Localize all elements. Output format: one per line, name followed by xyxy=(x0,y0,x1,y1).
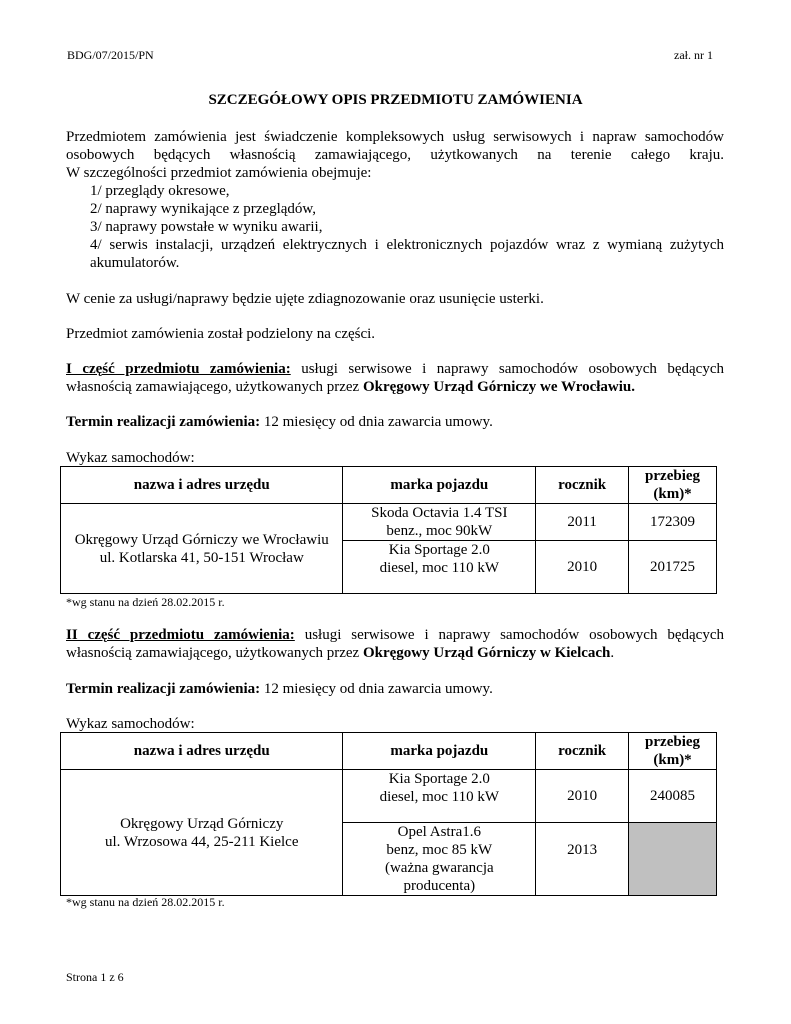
table-row xyxy=(61,770,717,823)
page-number: Strona 1 z 6 xyxy=(66,970,124,984)
brand-line: Kia Sportage 2.0 xyxy=(388,542,490,558)
part2-text-b: własnością zamawiającego, użytkowanych przez xyxy=(66,645,363,661)
office-name: Okręgowy Urząd Górniczy we Wrocławiu xyxy=(74,531,329,548)
year-cell: 2011 xyxy=(536,504,629,541)
scope-item: 3/ naprawy powstałe w wyniku awarii, xyxy=(90,219,323,235)
col-mileage xyxy=(629,467,717,504)
brand-line: Skoda Octavia 1.4 TSI xyxy=(371,505,508,521)
part2-list-label: Wykaz samochodów: xyxy=(66,716,195,732)
scope-item-continuation: akumulatorów. xyxy=(90,255,180,271)
part2-office: Okręgowy Urząd Górniczy w Kielcach xyxy=(362,645,611,661)
table-header-row xyxy=(61,733,717,770)
brand-line: producenta) xyxy=(403,878,476,894)
part2-term-label: Termin realizacji zamówienia: xyxy=(66,681,261,697)
col-mileage-l1: przebieg xyxy=(645,734,701,750)
scope-item: 4/ serwis instalacji, urządzeń elektrycznych i elektronicznych pojazdów wraz z wymianą zużytych xyxy=(90,237,724,253)
mileage-cell-shaded xyxy=(629,823,717,896)
part2-heading: II część przedmiotu zamówienia: xyxy=(66,627,295,643)
brand-line: diesel, moc 110 kW xyxy=(379,789,500,805)
part2-footnote: *wg stanu na dzień 28.02.2015 r. xyxy=(66,895,225,909)
part2-text-a: usługi serwisowe i naprawy samochodów osobowych będących xyxy=(294,627,724,643)
col-brand: marka pojazdu xyxy=(343,733,536,770)
brand-cell xyxy=(343,541,536,594)
table-header-row xyxy=(61,467,717,504)
year-cell: 2010 xyxy=(536,541,629,594)
attachment-number: zał. nr 1 xyxy=(674,48,713,62)
office-name: Okręgowy Urząd Górniczy xyxy=(120,815,284,832)
office-cell xyxy=(61,504,343,594)
part2-paragraph-line-2 xyxy=(66,644,724,662)
brand-line: Kia Sportage 2.0 xyxy=(388,771,490,787)
part2-vehicle-table xyxy=(60,732,717,896)
brand-line: benz., moc 90kW xyxy=(386,523,493,539)
part1-paragraph-line-1 xyxy=(66,360,724,378)
brand-cell xyxy=(343,770,536,823)
brand-line: (ważna gwarancja xyxy=(384,860,494,876)
price-note: W cenie za usługi/naprawy będzie ujęte zdiagnozowanie oraz usunięcie usterki. xyxy=(66,291,544,307)
brand-cell xyxy=(343,504,536,541)
col-office: nazwa i adres urzędu xyxy=(61,733,343,770)
intro-line-3: W szczególności przedmiot zamówienia obejmuje: xyxy=(66,165,372,181)
document-reference: BDG/07/2015/PN xyxy=(67,48,154,62)
mileage-cell: 201725 xyxy=(629,541,717,594)
part2-term-value: 12 miesięcy od dnia zawarcia umowy. xyxy=(260,681,493,697)
brand-line: Opel Astra1.6 xyxy=(397,824,481,840)
part1-paragraph-line-2 xyxy=(66,378,724,396)
part2-term xyxy=(66,680,724,698)
part2-paragraph-line-1 xyxy=(66,626,724,644)
office-address: ul. Wrzosowa 44, 25-211 Kielce xyxy=(104,833,299,850)
part1-footnote: *wg stanu na dzień 28.02.2015 r. xyxy=(66,595,225,609)
intro-line-1: Przedmiotem zamówienia jest świadczenie kompleksowych usług serwisowych i napraw samochodów xyxy=(66,129,724,145)
part1-term xyxy=(66,413,724,431)
mileage-cell: 172309 xyxy=(629,504,717,541)
document-title: SZCZEGÓŁOWY OPIS PRZEDMIOTU ZAMÓWIENIA xyxy=(208,92,583,108)
col-brand: marka pojazdu xyxy=(343,467,536,504)
scope-item: 2/ naprawy wynikające z przeglądów, xyxy=(90,201,317,217)
office-cell xyxy=(61,770,343,896)
col-mileage xyxy=(629,733,717,770)
part1-text-b: własnością zamawiającego, użytkowanych przez xyxy=(66,379,363,395)
col-year: rocznik xyxy=(536,467,629,504)
brand-cell xyxy=(343,823,536,896)
col-office: nazwa i adres urzędu xyxy=(61,467,343,504)
year-cell: 2010 xyxy=(536,770,629,823)
intro-line-2: osobowych będących własnością zamawiającego, użytkowanych na terenie całego kraju. xyxy=(66,147,724,163)
scope-item: 1/ przeglądy okresowe, xyxy=(90,183,230,199)
brand-line: diesel, moc 110 kW xyxy=(379,560,500,576)
year-cell: 2013 xyxy=(536,823,629,896)
col-year: rocznik xyxy=(536,733,629,770)
col-mileage-l2: (km)* xyxy=(653,752,692,768)
part1-term-label: Termin realizacji zamówienia: xyxy=(66,414,261,430)
part1-list-label: Wykaz samochodów: xyxy=(66,450,195,466)
table-row xyxy=(61,504,717,541)
part1-text-a: usługi serwisowe i naprawy samochodów osobowych będących xyxy=(290,361,724,377)
col-mileage-l2: (km)* xyxy=(653,486,692,502)
part1-office: Okręgowy Urząd Górniczy we Wrocławiu. xyxy=(362,379,636,395)
part2-office-end: . xyxy=(610,645,615,661)
part1-term-value: 12 miesięcy od dnia zawarcia umowy. xyxy=(260,414,493,430)
part1-heading: I część przedmiotu zamówienia: xyxy=(66,361,291,377)
office-address: ul. Kotlarska 41, 50-151 Wrocław xyxy=(99,549,304,566)
col-mileage-l1: przebieg xyxy=(645,468,701,484)
brand-line: benz, moc 85 kW xyxy=(386,842,493,858)
part1-vehicle-table xyxy=(60,466,717,594)
mileage-cell: 240085 xyxy=(629,770,717,823)
division-note: Przedmiot zamówienia został podzielony na części. xyxy=(66,326,376,342)
